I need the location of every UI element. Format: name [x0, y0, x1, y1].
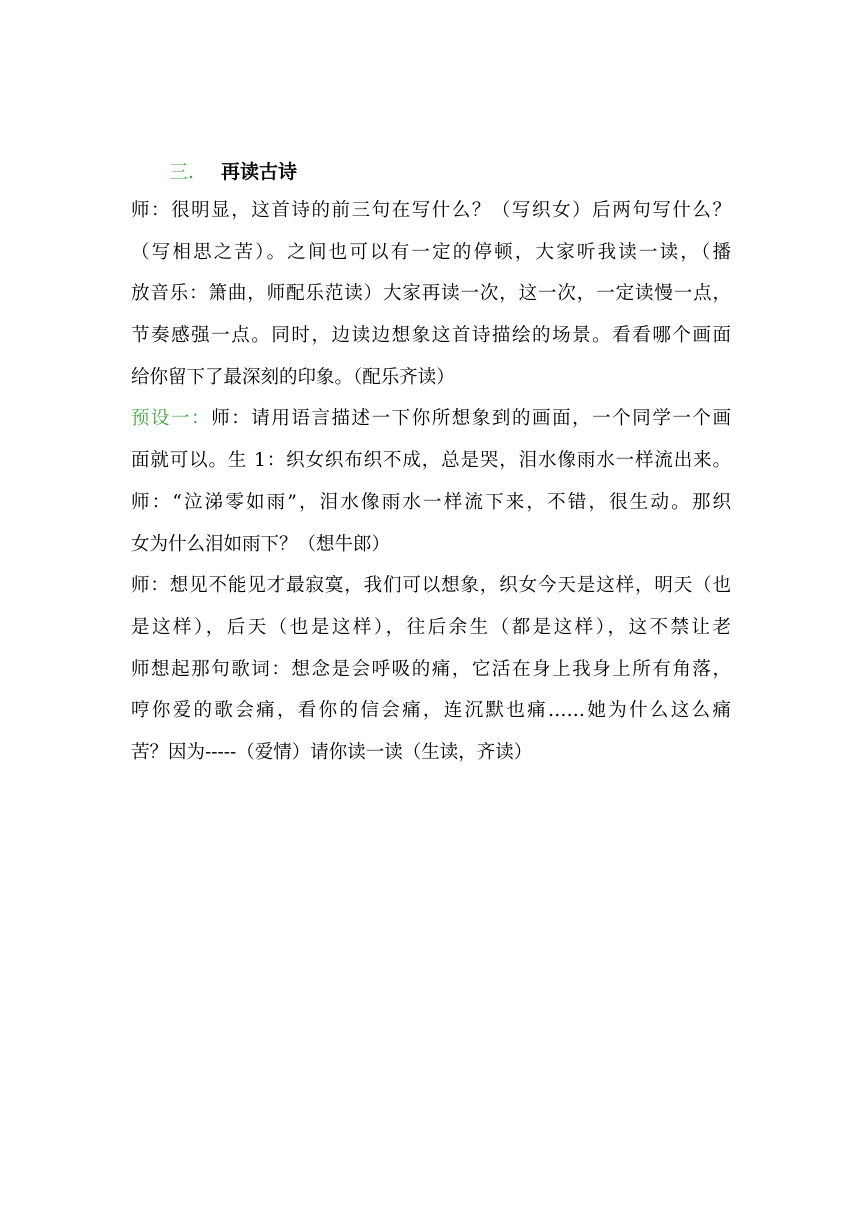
document-page — [131, 154, 731, 774]
text-line: 师想起那句歌词：想念是会呼吸的痛，它活在身上我身上所有角落， — [131, 658, 731, 680]
text-line: 哼你爱的歌会痛，看你的信会痛，连沉默也痛……她为什么这么痛 — [131, 700, 731, 722]
text-line: 放音乐：箫曲，师配乐范读）大家再读一次，这一次，一定读慢一点， — [131, 283, 731, 305]
text-line: 是这样），后天（也是这样），往后余生（都是这样），这不禁让老 — [131, 616, 731, 638]
section-title: 再读古诗 — [221, 161, 298, 183]
text-line — [131, 398, 731, 440]
paragraph-3 — [131, 565, 731, 773]
text-line: 节奏感强一点。同时，边读边想象这首诗描绘的场景。看看哪个画面 — [131, 325, 731, 347]
text-line: 师：想见不能见才最寂寞，我们可以想象，织女今天是这样，明天（也 — [131, 575, 731, 597]
text-line: （写相思之苦）。之间也可以有一定的停顿，大家听我读一读，（播 — [131, 241, 731, 263]
text-line: 师：很明显，这首诗的前三句在写什么？（写织女）后两句写什么？ — [131, 200, 731, 221]
text-line: 苦？因为-----（爱情）请你读一读（生读，齐读） — [131, 741, 533, 763]
text-line-content: 师：请用语言描述一下你所想象到的画面，一个同学一个画 — [211, 408, 731, 430]
section-number: 三. — [169, 161, 195, 183]
paragraph-1 — [131, 190, 731, 398]
text-line: 师：“泣涕零如雨”，泪水像雨水一样流下来，不错，很生动。那织 — [131, 491, 731, 513]
section-heading — [131, 154, 731, 190]
text-line: 面就可以。生 1：织女织布织不成，总是哭，泪水像雨水一样流出来。 — [131, 450, 731, 472]
text-line: 给你留下了最深刻的印象。（配乐齐读） — [131, 366, 455, 388]
paragraph-2 — [131, 398, 731, 565]
preset-label: 预设一： — [131, 408, 212, 430]
text-line: 女为什么泪如雨下？（想牛郎） — [131, 533, 391, 555]
